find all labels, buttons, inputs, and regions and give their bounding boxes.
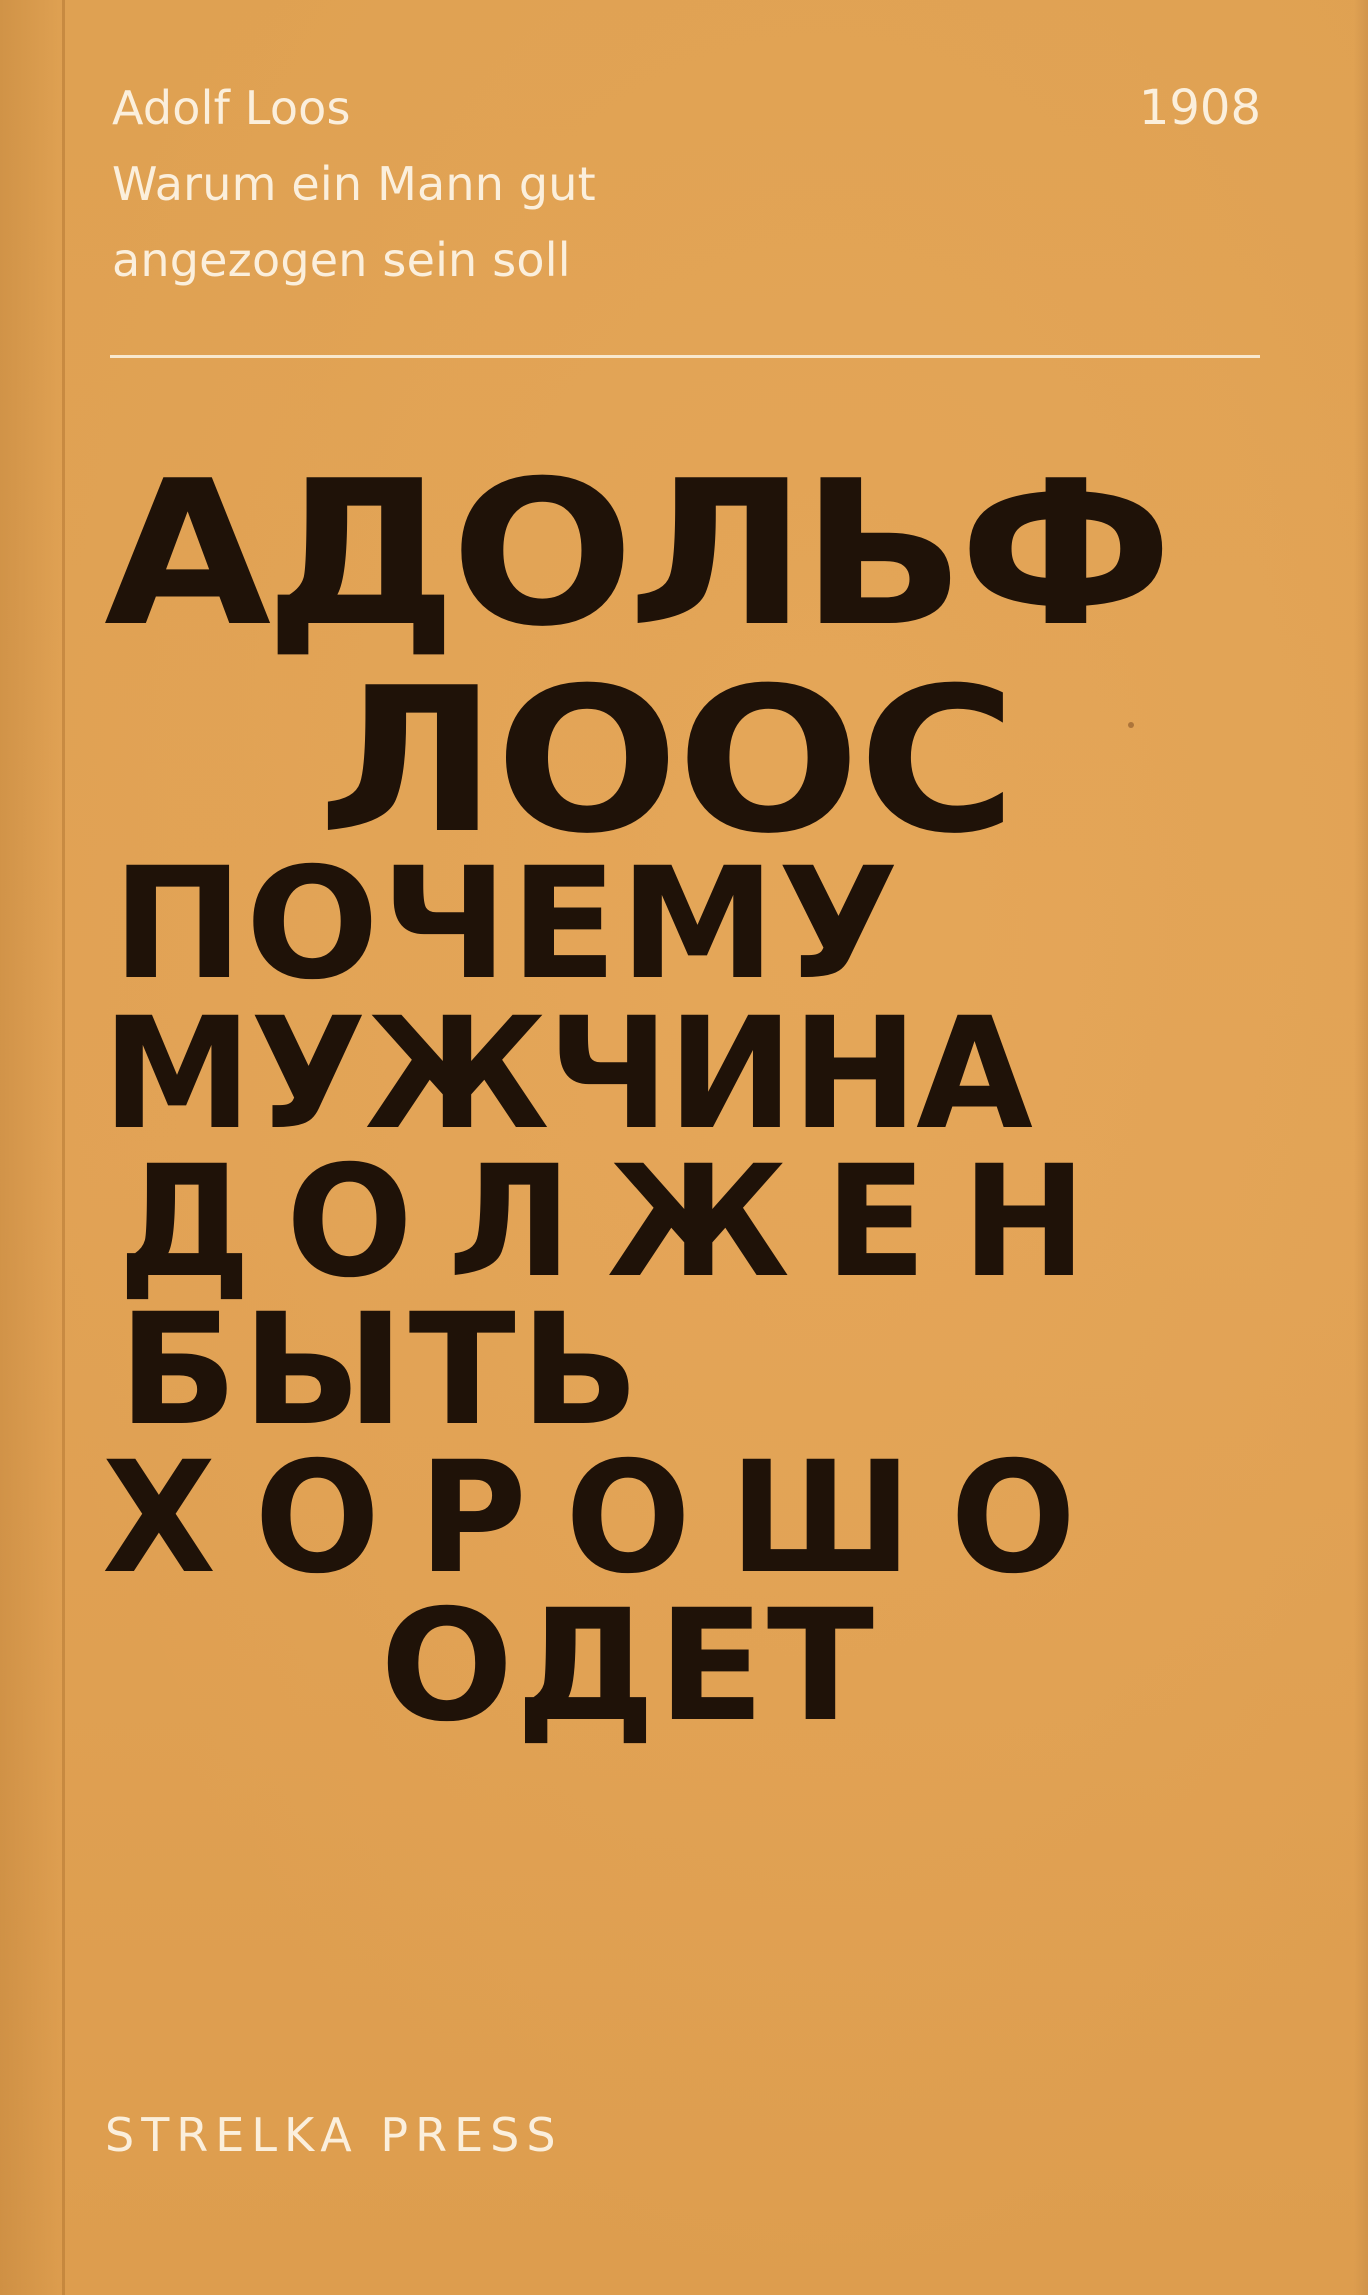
german-title-line-2: angezogen sein soll [112,233,571,287]
author-name: Adolf Loos [112,81,351,135]
russian-title-line: ХОРОШО [102,1429,1115,1608]
german-title-line-1: Warum ein Mann gut [112,157,596,211]
russian-title-line: БЫТЬ [118,1281,644,1460]
russian-title-line: ОДЕТ [380,1577,877,1756]
cover-edge [1354,0,1368,2295]
russian-title-line: ПОЧЕМУ [112,835,901,1014]
spine-crease [62,0,65,2295]
paper-speck [1128,722,1134,728]
russian-title-line: АДОЛЬФ [104,438,1167,671]
spine-shadow [0,0,64,2295]
publisher-name: STRELKA PRESS [105,2108,563,2162]
russian-title-line: ЛООС [318,645,1015,878]
publication-year: 1908 [1138,80,1261,136]
russian-title-line: ДОЛЖЕН [118,1133,1122,1312]
cover-header [112,70,596,298]
russian-title-line: МУЖЧИНА [102,985,1031,1164]
header-divider [110,355,1260,358]
